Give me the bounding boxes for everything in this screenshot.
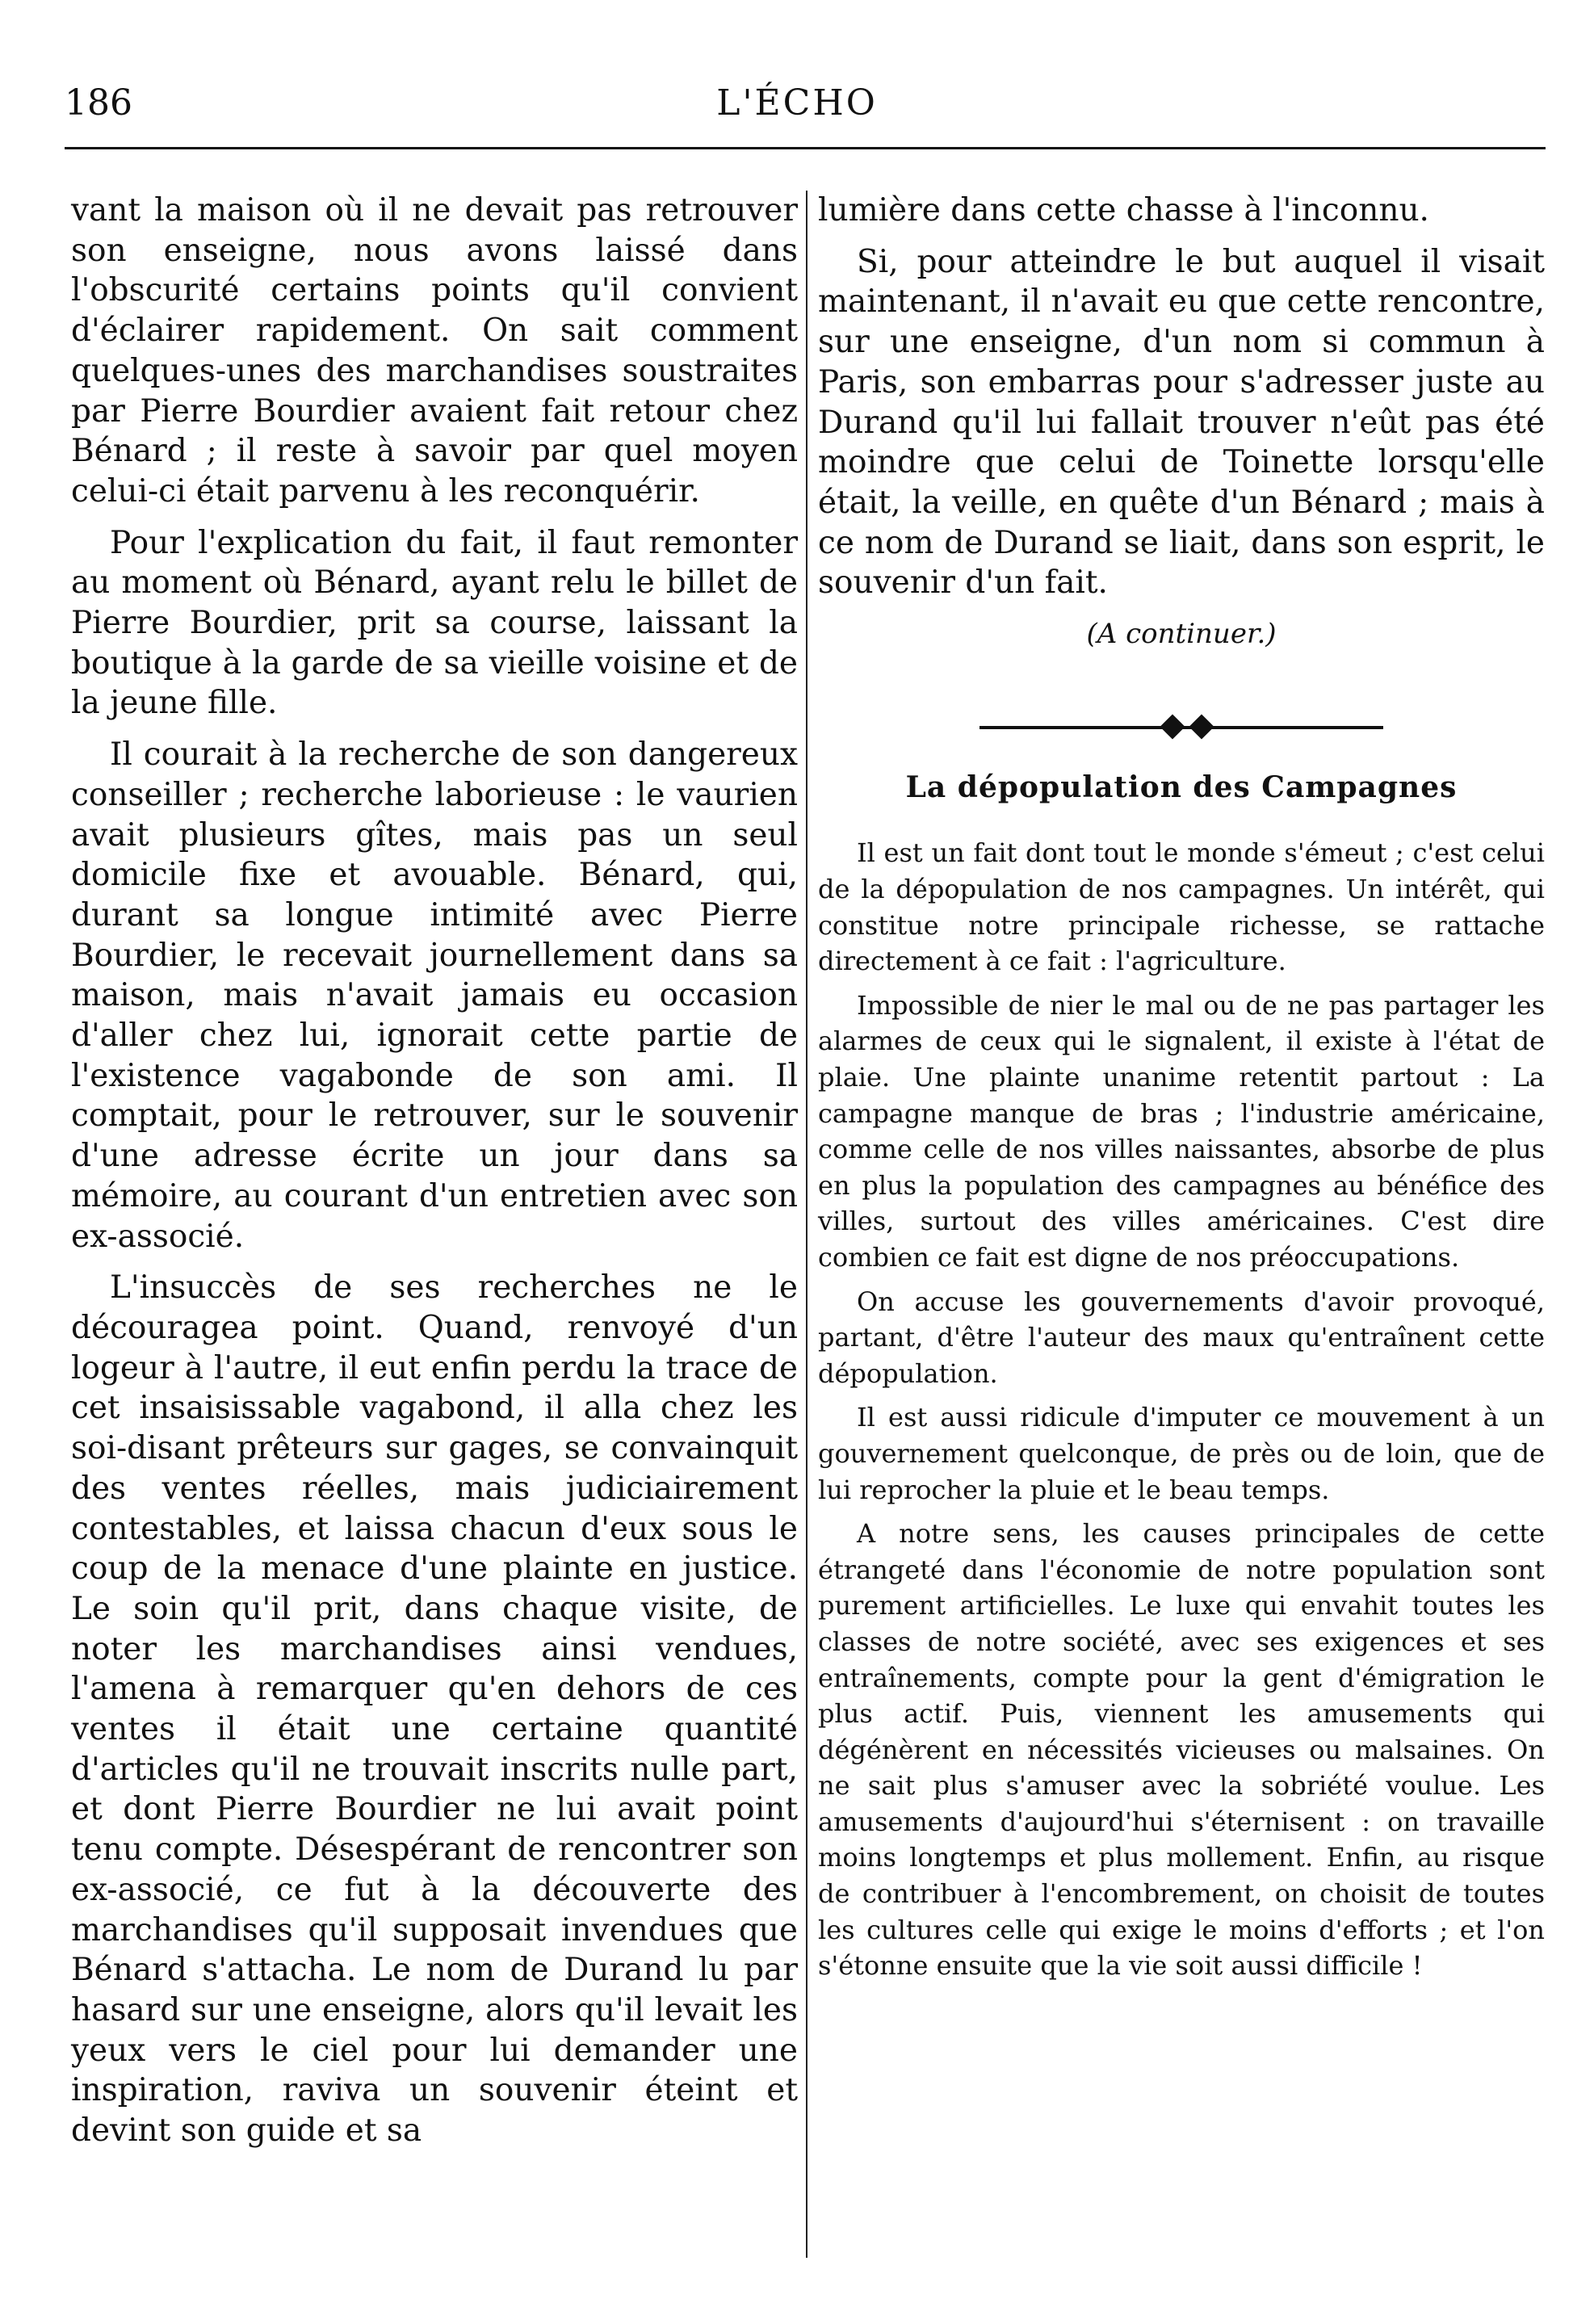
paragraph: Il est un fait dont tout le monde s'émeut ; c'est celui de la dépopulation de nos campagnes. Un intérêt, qui constitue notre principale richesse, se rattache directement à ce fait : l'agriculture. <box>818 837 1545 977</box>
paragraph: vant la maison où il ne devait pas retrouver son enseigne, nous avons laissé dans l'obscurité certains points qu'il convient d'éclairer rapidement. On sait comment quelques-unes des marchandises soustraites par Pierre Bourdier avaient fait retour chez Bénard ; il reste à savoir par quel moyen celui-ci était parvenu à les reconquérir. <box>71 192 798 510</box>
paragraph: A notre sens, les causes principales de cette étrangeté dans l'économie de notre population sont purement artificielles. Le luxe qui envahit toutes les classes de notre société, avec ses exigences et ses entraînements, compte pour la gent d'émigration le plus actif. Puis, viennent les amusements qui dégénèrent en nécessités vicieuses ou malsaines. On ne sait plus s'amuser avec la sobriété voulue. Les amusements d'aujourd'hui s'éternisent : on travaille moins longtemps et plus mollement. Enfin, au risque de contribuer à l'encombrement, on choisit de toutes les cultures celle qui exige le moins d'efforts ; et l'on s'étonne ensuite que la vie soit aussi difficile ! <box>818 1518 1545 1982</box>
paragraph: Il est aussi ridicule d'imputer ce mouvement à un gouvernement quelconque, de près ou de loin, que de lui reprocher la pluie et le beau temps. <box>818 1402 1545 1505</box>
continued-note: (A continuer.) <box>1086 618 1277 651</box>
header-rule <box>65 147 1546 149</box>
left-column <box>71 191 798 2162</box>
article-body <box>818 835 1545 1983</box>
page-header <box>65 82 1529 131</box>
paragraph: Si, pour atteindre le but auquel il visait maintenant, il n'avait eu que cette rencontre, sur une enseigne, d'un nom si commun à Paris, son embarras pour s'adresser juste au Durand qu'il lui fallait trouver n'eût pas été moindre que celui de Toinette lorsqu'elle était, la veille, en quête d'un Bénard ; mais à ce nom de Durand se liait, dans son esprit, le souvenir d'un fait. <box>818 243 1545 602</box>
column-divider <box>806 191 807 2258</box>
paragraph: Il courait à la recherche de son dangereux conseiller ; recherche laborieuse : le vaurien avait plusieurs gîtes, mais pas un seul domicile fixe et avouable. Bénard, qui, durant sa longue intimité avec Pierre Bourdier, le recevait journellement dans sa maison, mais n'avait jamais eu occasion d'aller chez lui, ignorait cette partie de l'existence vagabonde de son ami. Il comptait, pour le retrouver, sur le souvenir d'une adresse écrite un jour dans sa mémoire, au courant d'un entretien avec son ex-associé. <box>71 736 798 1255</box>
paragraph: Pour l'explication du fait, il faut remonter au moment où Bénard, ayant relu le billet de Pierre Bourdier, prit sa course, laissant la boutique à la garde de sa vieille voisine et de la jeune fille. <box>71 524 798 722</box>
article-title: La dépopulation des Campagnes <box>905 770 1458 804</box>
paragraph: lumière dans cette chasse à l'inconnu. <box>818 192 1429 229</box>
right-column <box>818 191 1545 1992</box>
page-number: 186 <box>65 82 132 124</box>
section-ornament <box>979 711 1383 744</box>
paragraph: On accuse les gouvernements d'avoir provoqué, partant, d'être l'auteur des maux qu'entraînent cette dépopulation. <box>818 1286 1545 1389</box>
running-title: L'ÉCHO <box>716 82 878 124</box>
paragraph: L'insuccès de ses recherches ne le découragea point. Quand, renvoyé d'un logeur à l'autre, il eut enfin perdu la trace de cet insaisissable vagabond, il alla chez les soi-disant prêteurs sur gages, se convainquit des ventes réelles, mais judiciairement contestables, et laissa chacun d'eux sous le coup de la menace d'une plainte en justice. Le soin qu'il prit, dans chaque visite, de noter les marchandises ainsi vendues, l'amena à remarquer qu'en dehors de ces ventes il était une certaine quantité d'articles qu'il ne trouvait inscrits nulle part, et dont Pierre Bourdier ne lui avait point tenu compte. Désespérant de rencontrer son ex-associé, ce fut à la découverte des marchandises qu'il supposait invendues que Bénard s'attacha. Le nom de Durand lu par hasard sur une enseigne, alors qu'il levait les yeux vers le ciel pour lui demander une inspiration, raviva un souvenir éteint et devint son guide et sa <box>71 1269 798 2150</box>
paragraph: Impossible de nier le mal ou de ne pas partager les alarmes de ceux qui le signalent, il existe à l'état de plaie. Une plainte unanime retentit partout : La campagne manque de bras ; l'industrie américaine, comme celle de nos villes naissantes, absorbe de plus en plus la population des campagnes au bénéfice des villes, surtout des villes américaines. C'est dire combien ce fait est digne de nos préoccupations. <box>818 989 1545 1273</box>
